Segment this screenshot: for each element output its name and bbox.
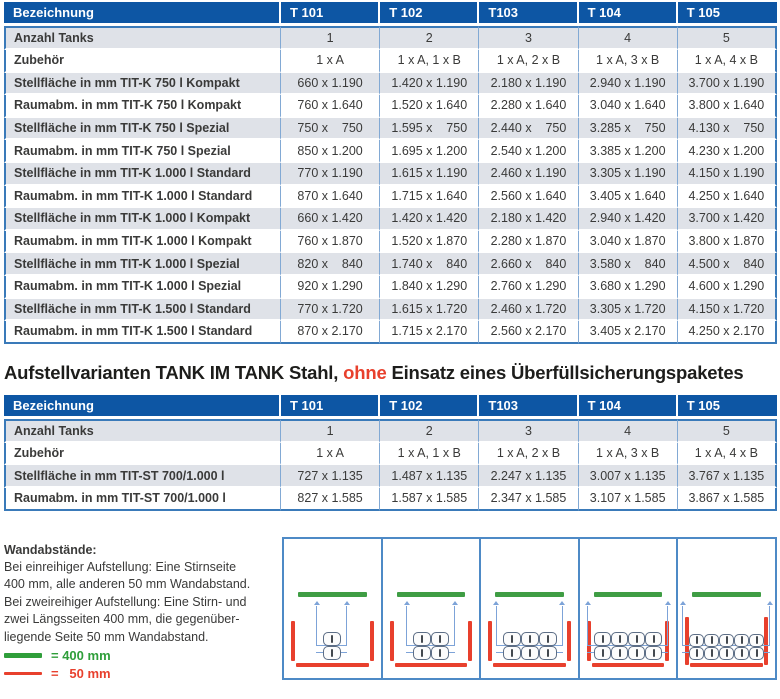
column-header-bezeichnung: Bezeichnung: [4, 395, 281, 419]
footer-section: [4, 535, 777, 682]
value-cell: 3.007 x 1.135: [579, 465, 678, 488]
wall-distance-50-side-bar: [567, 621, 571, 661]
wall-distance-400-bar: [495, 592, 564, 597]
value-cell: 1 x A, 2 x B: [479, 443, 578, 466]
legend-item: [4, 646, 279, 664]
tank-top-view: [734, 647, 749, 660]
table-row: [4, 465, 777, 488]
value-cell: 820 x 840: [281, 253, 380, 276]
table-row: [4, 140, 777, 163]
tank-fitting: [711, 636, 713, 644]
value-cell: 1.420 x 1.420: [380, 208, 479, 231]
pipe-line: [346, 606, 347, 646]
value-cell: 4: [579, 419, 678, 443]
value-cell: 3.405 x 1.640: [579, 186, 678, 209]
tank-top-view: [734, 634, 749, 647]
pipe-arrow-icon: [404, 601, 410, 605]
value-cell: 770 x 1.720: [281, 299, 380, 322]
notes-line: Bei zweireihiger Aufstellung: Eine Stirn- und: [4, 594, 247, 609]
row-label: Raumabm. in mm TIT-K 750 l Kompakt: [4, 95, 281, 118]
value-cell: 2.347 x 1.585: [479, 488, 578, 511]
row-label: Raumabm. in mm TIT-ST 700/1.000 l: [4, 488, 281, 511]
tank-fitting: [653, 635, 655, 643]
tank-fitting: [331, 635, 333, 643]
value-cell: 1: [281, 419, 380, 443]
row-label: Raumabm. in mm TIT-K 1.000 l Standard: [4, 186, 281, 209]
legend-label: = 50 mm: [51, 665, 111, 681]
wall-distance-50-side-bar: [390, 621, 394, 661]
pipe-line: [587, 606, 588, 646]
value-cell: 1.715 x 1.640: [380, 186, 479, 209]
legend-item: [4, 664, 279, 682]
value-cell: 750 x 750: [281, 118, 380, 141]
table-row: [4, 50, 777, 73]
pipe-line: [667, 606, 668, 646]
tank-top-view: [594, 646, 611, 660]
tank-fitting: [421, 649, 423, 657]
pipe-line: [562, 606, 563, 646]
tank-fitting: [529, 635, 531, 643]
pipe-arrow-icon: [452, 601, 458, 605]
table-row: [4, 163, 777, 186]
tank-top-view: [503, 632, 521, 646]
tank-fitting: [653, 649, 655, 657]
row-label: Stellfläche in mm TIT-K 1.000 l Standard: [4, 163, 281, 186]
table-row: [4, 231, 777, 254]
tank-fitting: [439, 635, 441, 643]
tank-fitting: [439, 649, 441, 657]
value-cell: 2.460 x 1.720: [479, 299, 578, 322]
value-cell: 2: [380, 26, 479, 50]
tank-top-view: [594, 632, 611, 646]
value-cell: 4.250 x 1.640: [678, 186, 777, 209]
wall-distance-400-bar: [298, 592, 367, 597]
tank-fitting: [511, 635, 513, 643]
row-label: Stellfläche in mm TIT-K 750 l Kompakt: [4, 73, 281, 96]
value-cell: 3.767 x 1.135: [678, 465, 777, 488]
pipe-line: [769, 606, 770, 646]
row-label: Anzahl Tanks: [4, 419, 281, 443]
tank-fitting: [602, 635, 604, 643]
row-label: Raumabm. in mm TIT-K 1.000 l Kompakt: [4, 231, 281, 254]
value-cell: 3.285 x 750: [579, 118, 678, 141]
diagram-panel-t104: [580, 539, 679, 678]
value-cell: 2.460 x 1.190: [479, 163, 578, 186]
value-cell: 5: [678, 419, 777, 443]
wall-distance-400-bar: [397, 592, 466, 597]
wall-distance-50-side-bar: [468, 621, 472, 661]
value-cell: 3.107 x 1.585: [579, 488, 678, 511]
tank-top-view: [521, 646, 539, 660]
tank-top-view: [645, 646, 662, 660]
value-cell: 1.487 x 1.135: [380, 465, 479, 488]
value-cell: 3.305 x 1.720: [579, 299, 678, 322]
value-cell: 1 x A, 2 x B: [479, 50, 578, 73]
tank-cluster: [413, 632, 449, 660]
spec-table-tit-st: [4, 395, 777, 511]
tank-fitting: [636, 635, 638, 643]
pipe-line: [454, 606, 455, 646]
tank-top-view: [749, 647, 764, 660]
tank-top-view: [749, 634, 764, 647]
row-label: Anzahl Tanks: [4, 26, 281, 50]
tank-fitting: [756, 636, 758, 644]
pipe-arrow-icon: [559, 601, 565, 605]
column-header: T 101: [281, 395, 380, 419]
tank-fitting: [636, 649, 638, 657]
notes-title: Wandabstände:: [4, 542, 97, 557]
tank-cluster: [594, 632, 662, 660]
tank-top-view: [689, 634, 704, 647]
row-label: Stellfläche in mm TIT-K 1.500 l Standard: [4, 299, 281, 322]
table-row: [4, 443, 777, 466]
heading-highlight-ohne: ohne: [343, 361, 387, 383]
value-cell: 4: [579, 26, 678, 50]
value-cell: 3.385 x 1.200: [579, 140, 678, 163]
heading-text: Aufstellvarianten TANK IM TANK Stahl,: [4, 361, 344, 383]
value-cell: 3.680 x 1.290: [579, 276, 678, 299]
value-cell: 1 x A, 1 x B: [380, 50, 479, 73]
value-cell: 2.940 x 1.190: [579, 73, 678, 96]
pipe-arrow-icon: [585, 601, 591, 605]
table-row: [4, 321, 777, 344]
tank-fitting: [726, 649, 728, 657]
value-cell: 1.520 x 1.870: [380, 231, 479, 254]
tank-top-view: [704, 634, 719, 647]
tank-top-view: [323, 632, 341, 646]
tank-top-view: [628, 646, 645, 660]
pipe-arrow-icon: [344, 601, 350, 605]
value-cell: 1.715 x 2.170: [380, 321, 479, 344]
tank-fitting: [547, 635, 549, 643]
value-cell: 760 x 1.640: [281, 95, 380, 118]
diagram-panel-t102: [383, 539, 482, 678]
tank-cluster: [689, 634, 764, 660]
wall-distance-50-side-bar: [764, 617, 768, 665]
value-cell: 4.150 x 1.720: [678, 299, 777, 322]
row-label: Stellfläche in mm TIT-K 750 l Spezial: [4, 118, 281, 141]
tank-top-view: [628, 632, 645, 646]
table-row: [4, 26, 777, 50]
row-label: Stellfläche in mm TIT-K 1.000 l Spezial: [4, 253, 281, 276]
value-cell: 770 x 1.190: [281, 163, 380, 186]
value-cell: 660 x 1.420: [281, 208, 380, 231]
tank-fitting: [619, 635, 621, 643]
wall-distance-50-side-bar: [488, 621, 492, 661]
value-cell: 2.247 x 1.135: [479, 465, 578, 488]
value-cell: 2.280 x 1.640: [479, 95, 578, 118]
value-cell: 850 x 1.200: [281, 140, 380, 163]
tank-top-view: [611, 632, 628, 646]
value-cell: 660 x 1.190: [281, 73, 380, 96]
notes-line: zwei Längsseiten 400 mm, die gegenüber-: [4, 612, 240, 626]
value-cell: 1: [281, 26, 380, 50]
value-cell: 4.600 x 1.290: [678, 276, 777, 299]
value-cell: 3.700 x 1.190: [678, 73, 777, 96]
tank-fitting: [619, 649, 621, 657]
table-body: [4, 26, 777, 344]
column-header: T 104: [579, 2, 678, 26]
tank-top-view: [689, 647, 704, 660]
table-header-row: [4, 395, 777, 419]
distance-legend: [4, 646, 279, 684]
table-header-row: [4, 2, 777, 26]
row-label: Zubehör: [4, 443, 281, 466]
value-cell: 5: [678, 26, 777, 50]
tank-top-view: [539, 646, 557, 660]
value-cell: 4.130 x 750: [678, 118, 777, 141]
row-label: Raumabm. in mm TIT-K 1.000 l Spezial: [4, 276, 281, 299]
value-cell: 3.040 x 1.640: [579, 95, 678, 118]
tank-top-view: [503, 646, 521, 660]
notes-line: liegende Seite 50 mm Wandabstand.: [4, 629, 209, 644]
value-cell: 1 x A, 3 x B: [579, 443, 678, 466]
legend-label: = 400 mm: [51, 647, 111, 663]
diagram-panel-t103: [481, 539, 580, 678]
value-cell: 1 x A, 3 x B: [579, 50, 678, 73]
pipe-line: [316, 606, 317, 646]
value-cell: 1.695 x 1.200: [380, 140, 479, 163]
value-cell: 1.615 x 1.720: [380, 299, 479, 322]
value-cell: 1 x A: [281, 443, 380, 466]
tank-fitting: [741, 649, 743, 657]
value-cell: 2.280 x 1.870: [479, 231, 578, 254]
tank-top-view: [413, 632, 431, 646]
pipe-arrow-icon: [314, 601, 320, 605]
value-cell: 2.180 x 1.190: [479, 73, 578, 96]
table-row: [4, 95, 777, 118]
wall-distance-400-bar: [594, 592, 663, 597]
value-cell: 2.660 x 840: [479, 253, 578, 276]
tank-top-view: [645, 632, 662, 646]
table-row: [4, 488, 777, 511]
row-label: Raumabm. in mm TIT-K 1.500 l Standard: [4, 321, 281, 344]
value-cell: 1.520 x 1.640: [380, 95, 479, 118]
value-cell: 3.867 x 1.585: [678, 488, 777, 511]
value-cell: 4.250 x 2.170: [678, 321, 777, 344]
placement-diagram: [282, 537, 777, 680]
value-cell: 3.405 x 2.170: [579, 321, 678, 344]
table-row: [4, 253, 777, 276]
tank-cluster: [503, 632, 557, 660]
value-cell: 1 x A, 4 x B: [678, 50, 777, 73]
value-cell: 3.580 x 840: [579, 253, 678, 276]
column-header: T 102: [380, 2, 479, 26]
tank-fitting: [421, 635, 423, 643]
table-row: [4, 299, 777, 322]
table-row: [4, 208, 777, 231]
column-header: T 104: [579, 395, 678, 419]
wall-distance-50-bottom-bar: [296, 663, 369, 667]
wall-distance-50-bottom-bar: [592, 663, 665, 667]
tank-top-view: [611, 646, 628, 660]
row-label: Zubehör: [4, 50, 281, 73]
value-cell: 4.230 x 1.200: [678, 140, 777, 163]
column-header: T 102: [380, 395, 479, 419]
value-cell: 3.040 x 1.870: [579, 231, 678, 254]
notes-line: 400 mm, alle anderen 50 mm Wandabstand.: [4, 577, 251, 591]
tank-fitting: [726, 636, 728, 644]
tank-fitting: [511, 649, 513, 657]
notes-line: Bei einreihiger Aufstellung: Eine Stirnseite: [4, 559, 237, 574]
value-cell: 2: [380, 419, 479, 443]
table-row: [4, 276, 777, 299]
tank-fitting: [331, 649, 333, 657]
value-cell: 3.800 x 1.640: [678, 95, 777, 118]
value-cell: 4.150 x 1.190: [678, 163, 777, 186]
tank-top-view: [704, 647, 719, 660]
value-cell: 2.560 x 2.170: [479, 321, 578, 344]
value-cell: 3: [479, 419, 578, 443]
value-cell: 1.595 x 750: [380, 118, 479, 141]
pipe-arrow-icon: [665, 601, 671, 605]
value-cell: 3.305 x 1.190: [579, 163, 678, 186]
tank-top-view: [521, 632, 539, 646]
row-label: Raumabm. in mm TIT-K 750 l Spezial: [4, 140, 281, 163]
tank-top-view: [719, 634, 734, 647]
value-cell: 4.500 x 840: [678, 253, 777, 276]
wall-distance-50-bottom-bar: [493, 663, 566, 667]
heading-text-tail: Einsatz eines Überfüllsicherungspaketes: [386, 361, 744, 383]
tank-fitting: [602, 649, 604, 657]
value-cell: 1 x A, 4 x B: [678, 443, 777, 466]
tank-top-view: [719, 647, 734, 660]
value-cell: 870 x 1.640: [281, 186, 380, 209]
value-cell: 727 x 1.135: [281, 465, 380, 488]
value-cell: 2.180 x 1.420: [479, 208, 578, 231]
notes-paragraph: [4, 559, 279, 647]
pipe-line: [406, 606, 407, 646]
tank-top-view: [413, 646, 431, 660]
pipe-line: [682, 606, 683, 646]
diagram-panel-t101: [284, 539, 383, 678]
wall-distance-50-side-bar: [370, 621, 374, 661]
value-cell: 2.440 x 750: [479, 118, 578, 141]
tank-fitting: [741, 636, 743, 644]
wall-distance-notes: [4, 535, 279, 682]
table-row: [4, 118, 777, 141]
value-cell: 1.840 x 1.290: [380, 276, 479, 299]
value-cell: 870 x 2.170: [281, 321, 380, 344]
pipe-arrow-icon: [767, 601, 773, 605]
pipe-arrow-icon: [680, 601, 686, 605]
diagram-panel-t105: [678, 539, 775, 678]
value-cell: 1 x A, 1 x B: [380, 443, 479, 466]
value-cell: 760 x 1.870: [281, 231, 380, 254]
column-header: T 105: [678, 395, 777, 419]
row-label: Stellfläche in mm TIT-K 1.000 l Kompakt: [4, 208, 281, 231]
row-label: Stellfläche in mm TIT-ST 700/1.000 l: [4, 465, 281, 488]
column-header: T103: [479, 395, 578, 419]
value-cell: 1.420 x 1.190: [380, 73, 479, 96]
legend-swatch: [4, 672, 42, 675]
tank-fitting: [547, 649, 549, 657]
tank-fitting: [711, 649, 713, 657]
tank-top-view: [431, 632, 449, 646]
table-body: [4, 419, 777, 511]
value-cell: 2.540 x 1.200: [479, 140, 578, 163]
value-cell: 827 x 1.585: [281, 488, 380, 511]
wall-distance-50-bottom-bar: [395, 663, 468, 667]
value-cell: 1.587 x 1.585: [380, 488, 479, 511]
spec-table-tit-k: [4, 2, 777, 344]
tank-cluster: [323, 632, 341, 660]
value-cell: 3: [479, 26, 578, 50]
wall-distance-400-bar: [692, 592, 761, 597]
pipe-arrow-icon: [493, 601, 499, 605]
value-cell: 1.740 x 840: [380, 253, 479, 276]
wall-distance-50-side-bar: [291, 621, 295, 661]
table-row: [4, 73, 777, 96]
table-row: [4, 186, 777, 209]
value-cell: 2.760 x 1.290: [479, 276, 578, 299]
tank-top-view: [539, 632, 557, 646]
legend-swatch: [4, 653, 42, 658]
value-cell: 2.560 x 1.640: [479, 186, 578, 209]
column-header: T103: [479, 2, 578, 26]
column-header-bezeichnung: Bezeichnung: [4, 2, 281, 26]
column-header: T 105: [678, 2, 777, 26]
tank-fitting: [696, 636, 698, 644]
pipe-line: [496, 606, 497, 646]
tank-fitting: [756, 649, 758, 657]
tank-top-view: [323, 646, 341, 660]
value-cell: 3.800 x 1.870: [678, 231, 777, 254]
section-heading: [4, 362, 777, 384]
table-row: [4, 419, 777, 443]
value-cell: 2.940 x 1.420: [579, 208, 678, 231]
value-cell: 1.615 x 1.190: [380, 163, 479, 186]
value-cell: 3.700 x 1.420: [678, 208, 777, 231]
wall-distance-50-bottom-bar: [690, 663, 763, 667]
tank-fitting: [529, 649, 531, 657]
column-header: T 101: [281, 2, 380, 26]
value-cell: 920 x 1.290: [281, 276, 380, 299]
tank-top-view: [431, 646, 449, 660]
value-cell: 1 x A: [281, 50, 380, 73]
tank-fitting: [696, 649, 698, 657]
